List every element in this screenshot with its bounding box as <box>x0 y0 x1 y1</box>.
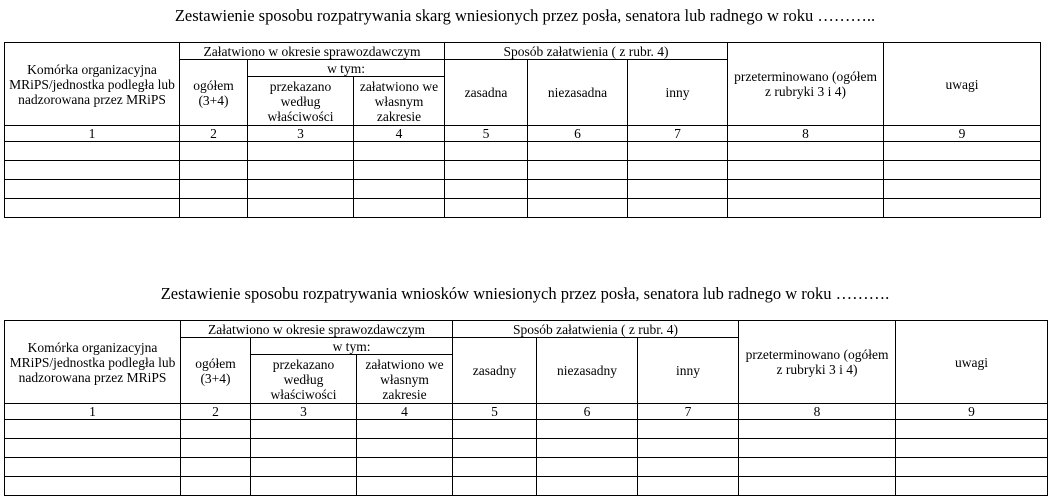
table-cell[interactable] <box>181 477 251 496</box>
table-cell[interactable] <box>537 420 638 439</box>
table-cell[interactable] <box>628 199 728 218</box>
table-cell[interactable] <box>528 161 628 180</box>
column-number-row <box>5 126 1041 142</box>
column-number: 4 <box>354 126 445 142</box>
table-cell[interactable] <box>537 477 638 496</box>
column-number-row <box>5 404 1048 420</box>
column-number: 8 <box>728 126 884 142</box>
table-cell[interactable] <box>739 477 896 496</box>
table-cell[interactable] <box>728 142 884 161</box>
table-row <box>5 142 1041 161</box>
table-cell[interactable] <box>181 458 251 477</box>
column-number: 2 <box>181 404 251 420</box>
table-row <box>5 458 1048 477</box>
table-cell[interactable] <box>354 142 445 161</box>
header-of-which: w tym: <box>248 60 445 77</box>
table-cell[interactable] <box>354 180 445 199</box>
table-cell[interactable] <box>528 180 628 199</box>
header-own: załatwiono we własnym zakresie <box>354 77 445 126</box>
table-cell[interactable] <box>248 199 354 218</box>
table-cell[interactable] <box>445 199 528 218</box>
table-cell[interactable] <box>896 439 1048 458</box>
table-cell[interactable] <box>884 199 1041 218</box>
table-cell[interactable] <box>5 180 180 199</box>
table-cell[interactable] <box>5 420 181 439</box>
header-handled-group: Załatwiono w okresie sprawozdawczym <box>181 321 453 338</box>
table-cell[interactable] <box>181 439 251 458</box>
table-cell[interactable] <box>5 142 180 161</box>
column-number: 3 <box>251 404 357 420</box>
table-cell[interactable] <box>180 142 248 161</box>
table-cell[interactable] <box>357 477 453 496</box>
table-cell[interactable] <box>5 458 181 477</box>
table-cell[interactable] <box>638 420 739 439</box>
header-method-group: Sposób załatwienia ( z rubr. 4) <box>453 321 739 338</box>
table-cell[interactable] <box>180 180 248 199</box>
table-cell[interactable] <box>528 199 628 218</box>
requests-section-title: Zestawienie sposobu rozpatrywania wniosków wniesionych przez posła, senatora lub radnego w roku ………. <box>160 284 890 303</box>
header-unit: Komórka organizacyjna MRiPS/jednostka podległa lub nadzorowana przez MRiPS <box>5 321 181 404</box>
table-cell[interactable] <box>357 439 453 458</box>
column-number: 9 <box>884 126 1041 142</box>
complaints-table <box>4 42 1041 218</box>
column-number: 6 <box>528 126 628 142</box>
column-number: 5 <box>445 126 528 142</box>
table-cell[interactable] <box>445 161 528 180</box>
column-number: 8 <box>739 404 896 420</box>
column-number: 3 <box>248 126 354 142</box>
header-total: ogółem (3+4) <box>180 60 248 126</box>
header-overdue: przeterminowano (ogółem z rubryki 3 i 4) <box>728 43 884 126</box>
table-cell[interactable] <box>5 439 181 458</box>
header-remarks: uwagi <box>896 321 1048 404</box>
table-cell[interactable] <box>728 199 884 218</box>
column-number: 1 <box>5 404 181 420</box>
table-cell[interactable] <box>638 477 739 496</box>
header-overdue: przeterminowano (ogółem z rubryki 3 i 4) <box>739 321 896 404</box>
header-forwarded: przekazano według właściwości <box>251 355 357 404</box>
table-row <box>5 477 1048 496</box>
table-cell[interactable] <box>5 477 181 496</box>
column-number: 7 <box>638 404 739 420</box>
table-row <box>5 180 1041 199</box>
table-cell[interactable] <box>896 458 1048 477</box>
table-cell[interactable] <box>5 161 180 180</box>
header-method-group: Sposób załatwienia ( z rubr. 4) <box>445 43 728 60</box>
table-cell[interactable] <box>181 420 251 439</box>
header-unit: Komórka organizacyjna MRiPS/jednostka podległa lub nadzorowana przez MRiPS <box>5 43 180 126</box>
requests-table <box>4 320 1048 496</box>
column-number: 7 <box>628 126 728 142</box>
table-cell[interactable] <box>638 439 739 458</box>
table-cell[interactable] <box>628 142 728 161</box>
column-number: 9 <box>896 404 1048 420</box>
header-other: inny <box>628 60 728 126</box>
header-remarks: uwagi <box>884 43 1041 126</box>
table-row <box>5 420 1048 439</box>
table-cell[interactable] <box>638 458 739 477</box>
complaints-section-title: Zestawienie sposobu rozpatrywania skarg wniesionych przez posła, senatora lub radnego w roku ……….. <box>174 6 876 25</box>
header-forwarded: przekazano według właściwości <box>248 77 354 126</box>
table-cell[interactable] <box>537 439 638 458</box>
header-justified: zasadny <box>453 338 537 404</box>
table-cell[interactable] <box>251 477 357 496</box>
table-cell[interactable] <box>628 180 728 199</box>
table-cell[interactable] <box>248 161 354 180</box>
table-cell[interactable] <box>251 439 357 458</box>
table-row <box>5 199 1041 218</box>
table-cell[interactable] <box>180 199 248 218</box>
table-cell[interactable] <box>528 142 628 161</box>
column-number: 6 <box>537 404 638 420</box>
table-cell[interactable] <box>445 142 528 161</box>
table-cell[interactable] <box>739 439 896 458</box>
table-cell[interactable] <box>445 180 528 199</box>
header-other: inny <box>638 338 739 404</box>
table-cell[interactable] <box>251 420 357 439</box>
table-cell[interactable] <box>884 142 1041 161</box>
table-row <box>5 161 1041 180</box>
table-cell[interactable] <box>251 458 357 477</box>
header-total: ogółem (3+4) <box>181 338 251 404</box>
table-cell[interactable] <box>739 458 896 477</box>
column-number: 1 <box>5 126 180 142</box>
table-cell[interactable] <box>453 458 537 477</box>
header-handled-group: Załatwiono w okresie sprawozdawczym <box>180 43 445 60</box>
table-cell[interactable] <box>628 161 728 180</box>
table-cell[interactable] <box>354 199 445 218</box>
table-cell[interactable] <box>354 161 445 180</box>
table-cell[interactable] <box>884 180 1041 199</box>
header-justified: zasadna <box>445 60 528 126</box>
table-cell[interactable] <box>453 439 537 458</box>
header-unjustified: niezasadny <box>537 338 638 404</box>
table-cell[interactable] <box>728 180 884 199</box>
table-cell[interactable] <box>896 477 1048 496</box>
table-cell[interactable] <box>884 161 1041 180</box>
table-cell[interactable] <box>896 420 1048 439</box>
table-cell[interactable] <box>248 180 354 199</box>
header-own: załatwiono we własnym zakresie <box>357 355 453 404</box>
header-unjustified: niezasadna <box>528 60 628 126</box>
table-cell[interactable] <box>180 161 248 180</box>
header-of-which: w tym: <box>251 338 453 355</box>
column-number: 5 <box>453 404 537 420</box>
table-cell[interactable] <box>453 477 537 496</box>
table-cell[interactable] <box>357 458 453 477</box>
table-cell[interactable] <box>5 199 180 218</box>
table-cell[interactable] <box>357 420 453 439</box>
table-cell[interactable] <box>248 142 354 161</box>
table-row <box>5 439 1048 458</box>
table-cell[interactable] <box>537 458 638 477</box>
table-cell[interactable] <box>728 161 884 180</box>
table-cell[interactable] <box>453 420 537 439</box>
table-cell[interactable] <box>739 420 896 439</box>
column-number: 2 <box>180 126 248 142</box>
column-number: 4 <box>357 404 453 420</box>
